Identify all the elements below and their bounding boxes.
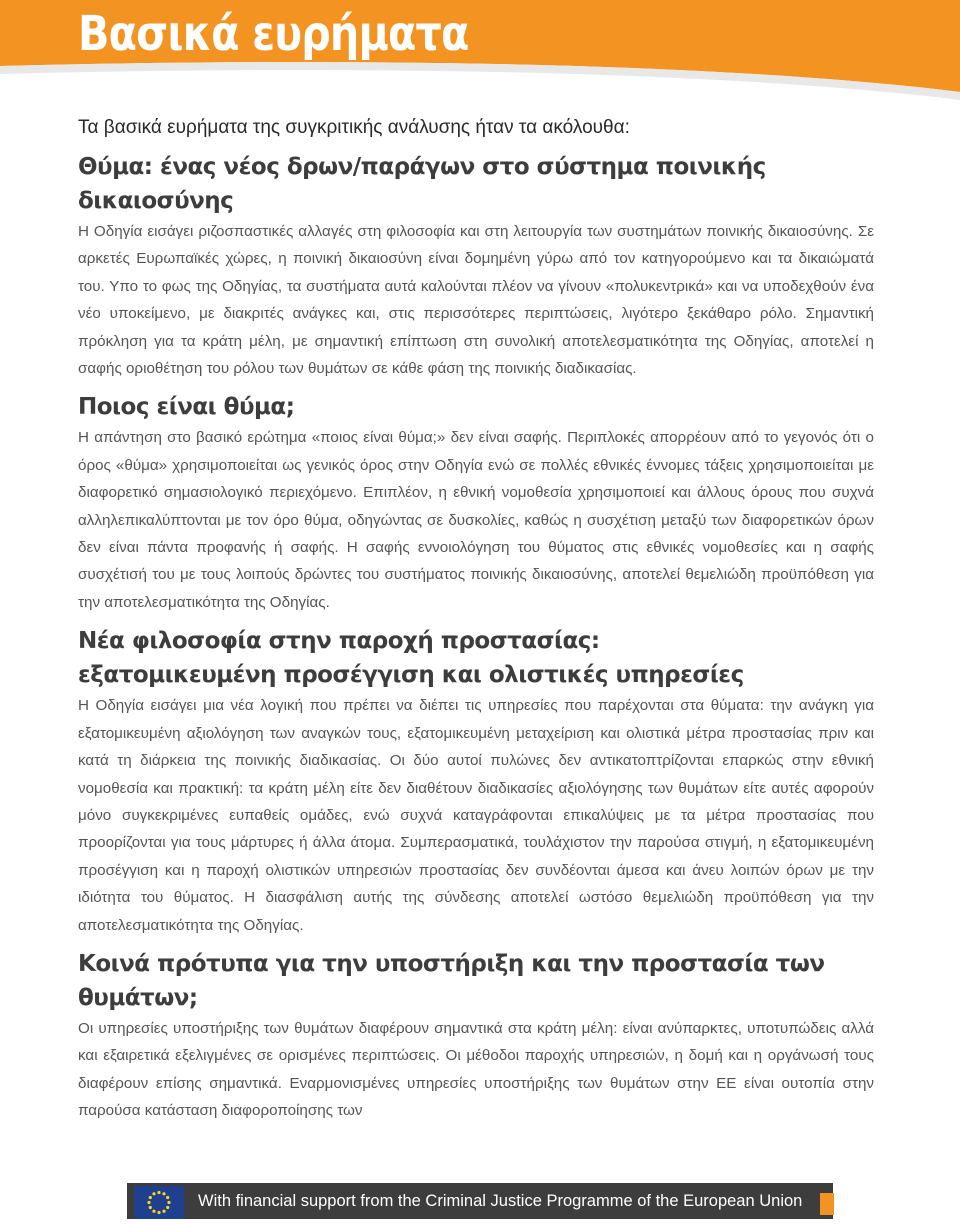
footer-accent-block [820,1193,834,1215]
section-body-protection-philosophy: Η Οδηγία εισάγει μια νέα λογική που πρέπει να διέπει τις υπηρεσίες που παρέχονται στα θύματα: την ανάγκη για εξατομικευμένη αξιολόγηση των αναγκών τους, εξατομικευμένη μεταχείριση και ολιστικά μέτρα προστασίας πριν και κατά τη διάρκεια της ποινικής διαδικασίας. Οι δύο αυτοί πυλώνες δεν αντικατοπτρίζονται επαρκώς στην εθνική νομοθεσία και πρακτική: τα κράτη μέλη είτε δεν διαθέτουν διαδικασίες αξιολόγησης των θυμάτων είτε αυτές αφορούν μόνο συγκεκριμένες ευπαθείς ομάδες, ενώ συχνά καταγράφονται επικαλύψεις με τα μέτρα προστασίας που προορίζονται για τους μάρτυρες ή άλλα άτομα. Συμπερασματικά, τουλάχιστον την παρούσα στιγμή, η εξατομικευμένη προσέγγιση και η παροχή ολιστικών υπηρεσιών προστασίας δεν συνδέονται άμεσα και άνευ λοιπών όρων με την ιδιότητα του θύματος. Η διασφάλιση αυτής της σύνδεσης αποτελεί ωστόσο θεμελιώδη προϋπόθεση για την αποτελεσματικότητα της Οδηγίας. [78,697,874,934]
section-heading-victim-new-actor: Θύμα: ένας νέος δρων/παράγων στο σύστημα ποινικής δικαιοσύνης [78,154,766,214]
section-body-who-is-victim: Η απάντηση στο βασικό ερώτημα «ποιος είναι θύμα;» δεν είναι σαφής. Περιπλοκές απορρέουν από το γεγονός ότι ο όρος «θύμα» χρησιμοποιείται ως γενικός όρος στην Οδηγία ενώ σε πολλές εθνικές έννομες τάξεις χρησιμοποιείται με διαφορετικό σημασιολογικό περιεχόμενο. Επιπλέον, η εθνική νομοθεσία χρησιμοποιεί και άλλους όρους που συχνά αλληλεπικαλύπτονται με τον όρο θύμα, οδηγώντας σε δυσκολίες, καθώς η συσχέτιση μεταξύ των διαφορετικών όρων δεν είναι πάντα προφανής ή σαφής. Η σαφής εννοιολόγηση του θύματος στις εθνικές νομοθεσίες και η σαφής συσχέτισή του με τους λοιπούς δρώντες του συστήματος ποινικής δικαιοσύνης, αποτελεί θεμελιώδη προϋπόθεση για την αποτελεσματικότητα της Οδηγίας. [78,429,874,611]
section-heading-who-is-victim: Ποιος είναι θύμα; [78,394,295,421]
section-heading-common-standards: Κοινά πρότυπα για την υποστήριξη και την προστασία των θυμάτων; [78,950,825,1011]
eu-flag-icon [134,1186,184,1219]
section-heading-protection-philosophy: Νέα φιλοσοφία στην παροχή προστασίας: εξατομικευμένη προσέγγιση και ολιστικές υπηρεσίες [78,628,744,689]
section-body-common-standards: Οι υπηρεσίες υποστήριξης των θυμάτων διαφέρουν σημαντικά στα κράτη μέλη: είναι ανύπαρκτες, υποτυπώδεις αλλά και εξαιρετικά εξελιγμένες σε ορισμένες περιπτώσεις. Οι μέθοδοι παροχής υπηρεσιών, η δομή και η οργάνωσή τους διαφέρουν επίσης σημαντικά. Εναρμονισμένες υπηρεσίες υποστήριξης των θυμάτων στην ΕΕ είναι ουτοπία στην παρούσα κατάσταση διαφοροποίησης των [78,1019,874,1120]
document-body [78,114,874,1133]
section-body-victim-new-actor: Η Οδηγία εισάγει ριζοσπαστικές αλλαγές στη φιλοσοφία και στη λειτουργία των συστημάτων ποινικής δικαιοσύνης. Σε αρκετές Ευρωπαϊκές χώρες, η ποινική δικαιοσύνη είναι δομημένη γύρω από τον κατηγορούμενο και τα δικαιώματά του. Υπο το φως της Οδηγίας, τα συστήματα αυτά καλούνται πλέον να γίνουν «πολυκεντρικά» και να υποδεχθούν ένα νέο υποκείμενο, με διακριτές ανάγκες και, στις περισσότερες περιπτώσεις, λιγότερο ξεκάθαρο ρόλο. Σημαντική πρόκληση για τα κράτη μέλη, με σημαντική επίπτωση στη συνολική αποτελεσματικότητα της Οδηγίας, αποτελεί η σαφής οριοθέτηση του ρόλου των θυμάτων σε κάθε φάση της ποινικής διαδικασίας. [78,223,874,378]
header-band [0,0,960,100]
page-title: Βασικά ευρήματα [78,6,469,62]
footer-funding-text: With financial support from the Criminal Justice Programme of the European Union [198,1192,803,1210]
intro-text: Τα βασικά ευρήματα της συγκριτικής ανάλυσης ήταν τα ακόλουθα: [78,117,630,138]
